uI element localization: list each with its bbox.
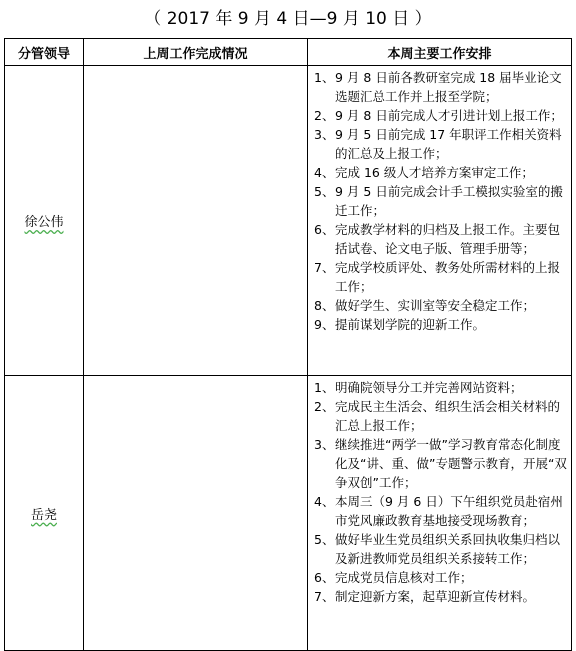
plan-item-text: 制定迎新方案，起草迎新宣传材料。: [335, 589, 536, 604]
plan-item: [314, 315, 568, 334]
plan-item-text: 9 月 8 日前完成人才引进计划上报工作；: [335, 108, 563, 123]
plan-item: [314, 163, 568, 182]
plan-item-text: 明确院领导分工并完善网站资料；: [335, 380, 523, 395]
leader-name: 岳尧: [30, 507, 57, 523]
leader-cell: [5, 66, 84, 376]
plan-item-number: 9、: [314, 317, 335, 332]
table-row: [5, 66, 572, 376]
plan-item-text: 9 月 8 日前各教研室完成 18 届毕业论文选题汇总工作并上报至学院；: [335, 70, 562, 104]
column-header-leader: 分管领导: [5, 39, 84, 66]
plan-item: [314, 125, 568, 163]
plan-item-number: 4、: [314, 494, 335, 509]
plan-item-number: 1、: [314, 380, 335, 395]
last-week-cell: [84, 376, 308, 651]
plan-item-number: 3、: [314, 437, 335, 452]
plan-item-number: 1、: [314, 70, 335, 85]
leader-cell: [5, 376, 84, 651]
plan-item: [314, 68, 568, 106]
plan-item: [314, 397, 568, 435]
plan-item: [314, 568, 568, 587]
last-week-cell: [84, 66, 308, 376]
plan-item-text: 完成学校质评处、教务处所需材料的上报工作；: [335, 260, 561, 294]
table-row: [5, 376, 572, 651]
plan-item-text: 完成民主生活会、组织生活会相关材料的汇总上报工作；: [335, 399, 561, 433]
plan-item: [314, 296, 568, 315]
plan-item-number: 7、: [314, 260, 335, 275]
plan-item-number: 4、: [314, 165, 335, 180]
plan-item: [314, 587, 568, 606]
plan-item-number: 2、: [314, 108, 335, 123]
plan-item-text: 提前谋划学院的迎新工作。: [335, 317, 486, 332]
plan-item-number: 6、: [314, 222, 335, 237]
plan-item-number: 3、: [314, 127, 335, 142]
plan-item: [314, 530, 568, 568]
plan-item-number: 7、: [314, 589, 335, 604]
plan-item-text: 做好学生、实训室等安全稳定工作；: [335, 298, 536, 313]
plan-item-number: 6、: [314, 570, 335, 585]
column-header-last-week: 上周工作完成情况: [84, 39, 308, 66]
plan-item-text: 继续推进“两学一做”学习教育常态化制度化及“讲、重、做”专题警示教育，开展“双争双创”工作；: [335, 437, 567, 490]
plan-item-text: 9 月 5 日前完成会计手工模拟实验室的搬迁工作；: [335, 184, 563, 218]
column-header-this-week: 本周主要工作安排: [308, 39, 572, 66]
plan-item: [314, 492, 568, 530]
plan-item: [314, 220, 568, 258]
plan-item-number: 5、: [314, 184, 335, 199]
date-range-title: （ 2017 年 9 月 4 日—9 月 10 日 ）: [144, 9, 432, 29]
plan-item-text: 完成 16 级人才培养方案审定工作；: [335, 165, 534, 180]
plan-item: [314, 435, 568, 492]
plan-item-number: 8、: [314, 298, 335, 313]
plan-item: [314, 182, 568, 220]
plan-item: [314, 378, 568, 397]
plan-cell: [308, 66, 572, 376]
plan-item-text: 完成教学材料的归档及上报工作。主要包括试卷、论文电子版、管理手册等；: [335, 222, 561, 256]
plan-item-text: 做好毕业生党员组织关系回执收集归档以及新进教师党员组织关系接转工作；: [335, 532, 561, 566]
plan-item: [314, 106, 568, 125]
plan-cell: [308, 376, 572, 651]
work-schedule-table: [4, 38, 572, 651]
plan-item-number: 5、: [314, 532, 335, 547]
plan-list: [314, 68, 568, 334]
plan-list: [314, 378, 568, 606]
plan-item-number: 2、: [314, 399, 335, 414]
plan-item-text: 9 月 5 日前完成 17 年职评工作相关资料的汇总及上报工作；: [335, 127, 562, 161]
plan-item-text: 本周三（9 月 6 日）下午组织党员赴宿州市党风廉政教育基地接受现场教育；: [335, 494, 563, 528]
plan-item: [314, 258, 568, 296]
table-header-row: [5, 39, 572, 66]
leader-name: 徐公伟: [24, 215, 64, 230]
plan-item-text: 完成党员信息核对工作；: [335, 570, 473, 585]
